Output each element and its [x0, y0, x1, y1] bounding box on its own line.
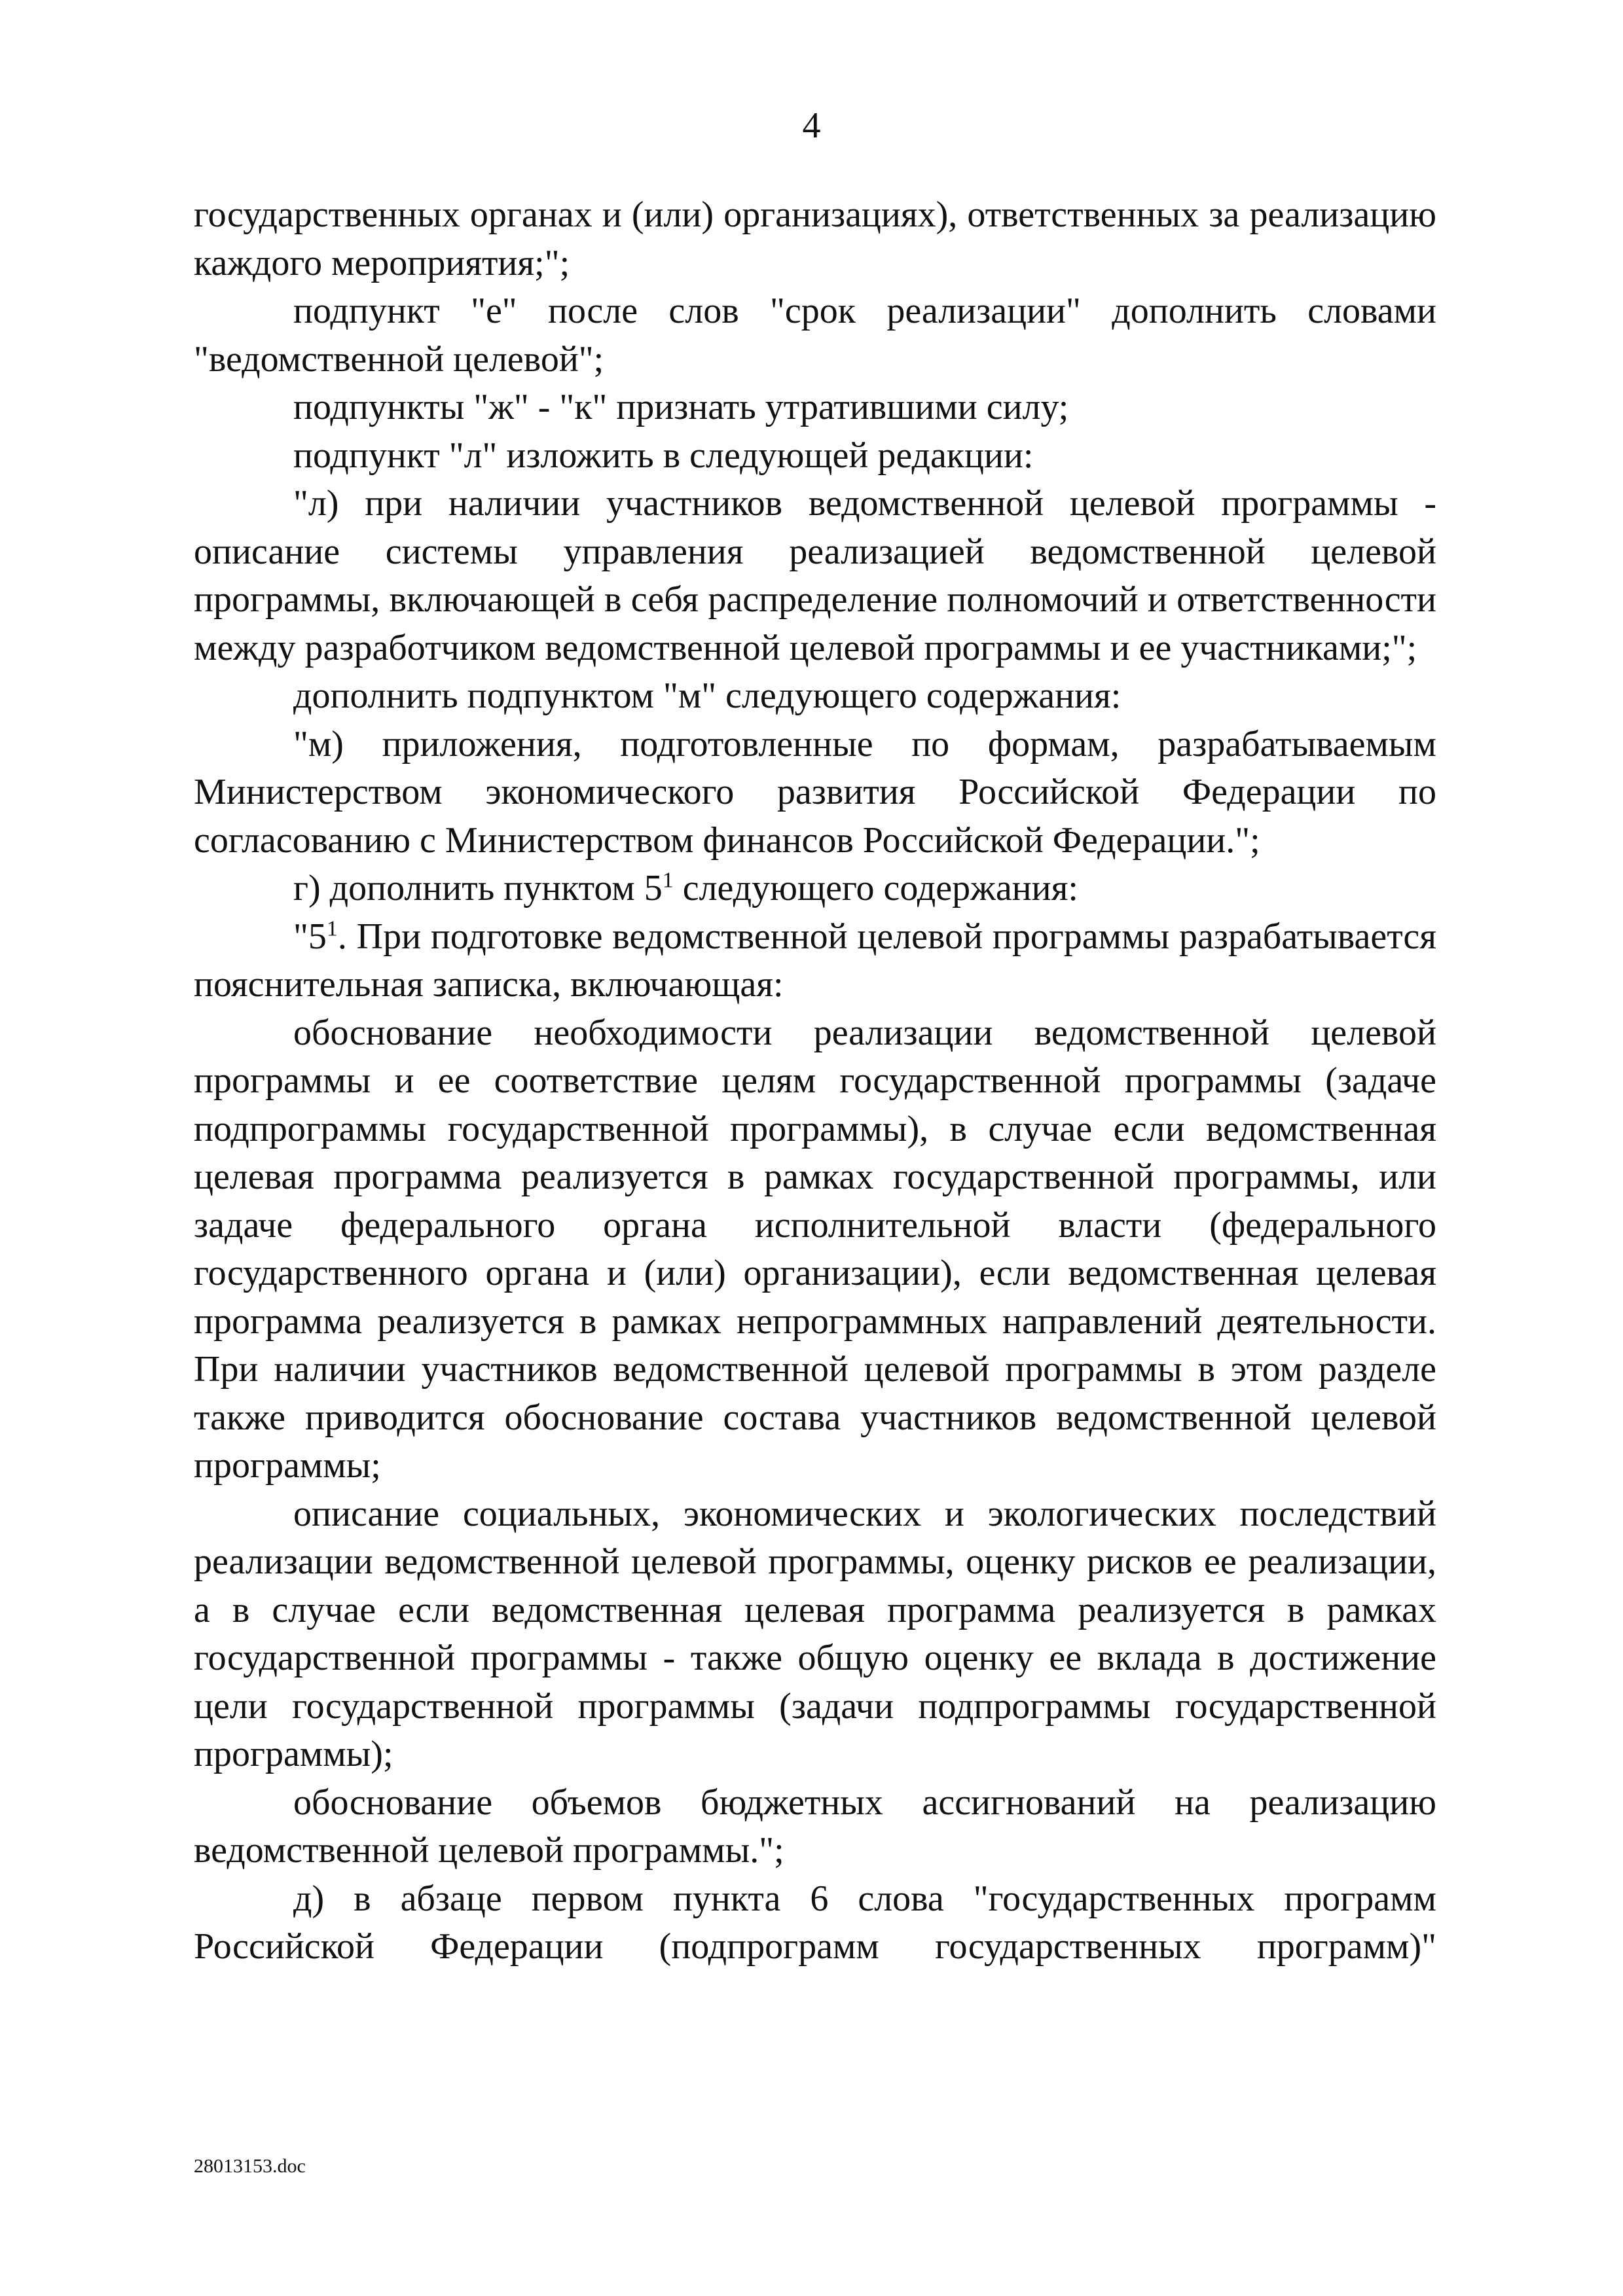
- paragraph-subpoint-e: подпункт "е" после слов "срок реализации" дополнить словами "ведомственной целевой";: [194, 291, 1436, 380]
- paragraph-subpoint-l-intro: подпункт "л" изложить в следующей редакции:: [293, 435, 1034, 476]
- footer-file-code: 28013153.doc: [194, 2155, 306, 2177]
- paragraph-item-d: д) в абзаце первом пункта 6 слова "государственных программ Российской Федерации (подпрограмм государственных программ)": [194, 1878, 1436, 1967]
- paragraph-budget: обоснование объемов бюджетных ассигнований на реализацию ведомственной целевой программы.";: [194, 1782, 1436, 1871]
- paragraph-continuation: государственных органах и (или) организациях), ответственных за реализацию каждого мероприятия;";: [194, 194, 1436, 283]
- paragraph-point-5-1: [194, 913, 1436, 1009]
- paragraph-subpoint-l-text: "л) при наличии участников ведомственной целевой программы - описание системы управления реализацией ведомственной целевой программы, включающей в себя распределение полномочий и ответственности между разработчиком ведомственной целевой программы и ее участниками;";: [194, 483, 1436, 668]
- paragraph-subpoint-m-text: "м) приложения, подготовленные по формам, разрабатываемым Министерством экономического развития Российской Федерации по согласованию с Министерством финансов Российской Федерации.";: [194, 723, 1436, 861]
- paragraph-consequences: описание социальных, экономических и экологических последствий реализации ведомственной целевой программы, оценку рисков ее реализации, а в случае если ведомственная целевая программа реализуется в рамках государственной программы - также общую оценку ее вклада в достижение цели государственной программы (задачи подпрограммы государственной программы);: [194, 1493, 1436, 1774]
- document-body: [194, 191, 1436, 1971]
- item-g-superscript: 1: [662, 868, 674, 893]
- paragraph-item-g: [194, 865, 1436, 913]
- paragraph-subpoints-zh-k: подпункты "ж" - "к" признать утратившими силу;: [293, 387, 1069, 427]
- point-5-1-superscript: 1: [326, 916, 338, 941]
- page-number: 4: [802, 105, 821, 146]
- paragraph-subpoint-m-intro: дополнить подпунктом "м" следующего содержания:: [293, 675, 1122, 716]
- item-g-text-before: г) дополнить пунктом 5: [293, 868, 663, 908]
- point-5-1-text-after: . При подготовке ведомственной целевой программы разрабатывается пояснительная записка, включающая:: [194, 916, 1436, 1005]
- item-g-text-after: следующего содержания:: [673, 868, 1078, 908]
- paragraph-justification: обоснование необходимости реализации ведомственной целевой программы и ее соответствие целям государственной программы (задаче подпрограммы государственной программы), в случае если ведомственная целевая программа реализуется в рамках государственной программы, или задаче федерального органа исполнительной власти (федерального государственного органа и (или) организации), если ведомственная целевая программа реализуется в рамках непрограммных направлений деятельности. При наличии участников ведомственной целевой программы в этом разделе также приводится обоснование состава участников ведомственной целевой программы;: [194, 1012, 1436, 1486]
- point-5-1-text-before: "5: [293, 916, 327, 957]
